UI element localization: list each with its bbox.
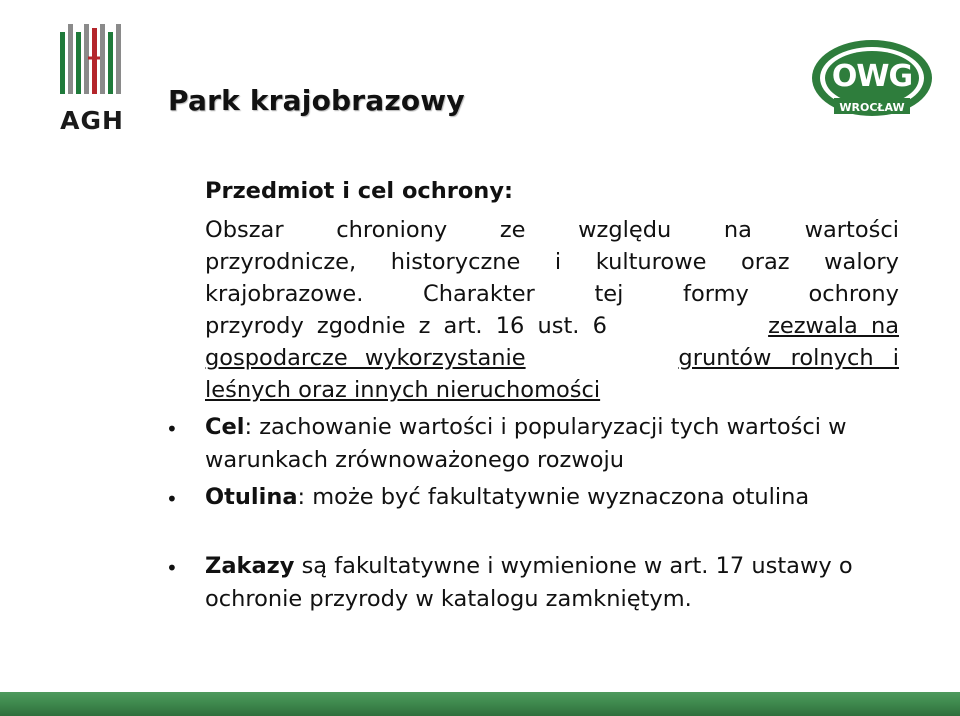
agh-emblem-icon bbox=[58, 22, 126, 98]
bullet-item-otulina: Otulina: może być fakultatywnie wyznaczona otulina bbox=[205, 484, 810, 510]
paragraph-line: przyrody zgodnie z art. 16 ust. 6 zezwala na bbox=[205, 313, 899, 339]
page-title: Park krajobrazowy bbox=[168, 84, 465, 117]
bullet-item-zakazy: Zakazy są fakultatywne i wymienione w art. 17 ustawy o ochronie przyrody w katalogu zamkniętym. bbox=[205, 553, 853, 612]
paragraph-line: leśnych oraz innych nieruchomości bbox=[205, 377, 601, 403]
paragraph-line: Obszar chroniony ze względu na wartości bbox=[205, 217, 899, 243]
owg-logo-text: OWG bbox=[831, 59, 913, 94]
bullet-marker: • bbox=[166, 556, 178, 580]
footer-bar bbox=[0, 692, 960, 716]
bullet-item-cel: Cel: zachowanie wartości i popularyzacji tych wartości w warunkach zrównoważonego rozwoju bbox=[205, 414, 847, 473]
bullet-marker: • bbox=[166, 487, 178, 511]
agh-logo-text: AGH bbox=[60, 106, 124, 135]
owg-wroclaw-logo bbox=[810, 38, 934, 122]
description-paragraph bbox=[205, 214, 899, 406]
owg-logo-city: WROCŁAW bbox=[839, 101, 905, 114]
agh-logo bbox=[48, 14, 134, 140]
paragraph-line: gospodarcze wykorzystanie gruntów rolnych i bbox=[205, 345, 899, 371]
bullet-marker: • bbox=[166, 417, 178, 441]
paragraph-line: przyrodnicze, historyczne i kulturowe oraz walory bbox=[205, 249, 899, 275]
section-heading: Przedmiot i cel ochrony: bbox=[205, 178, 513, 204]
paragraph-line: krajobrazowe. Charakter tej formy ochrony bbox=[205, 281, 899, 307]
